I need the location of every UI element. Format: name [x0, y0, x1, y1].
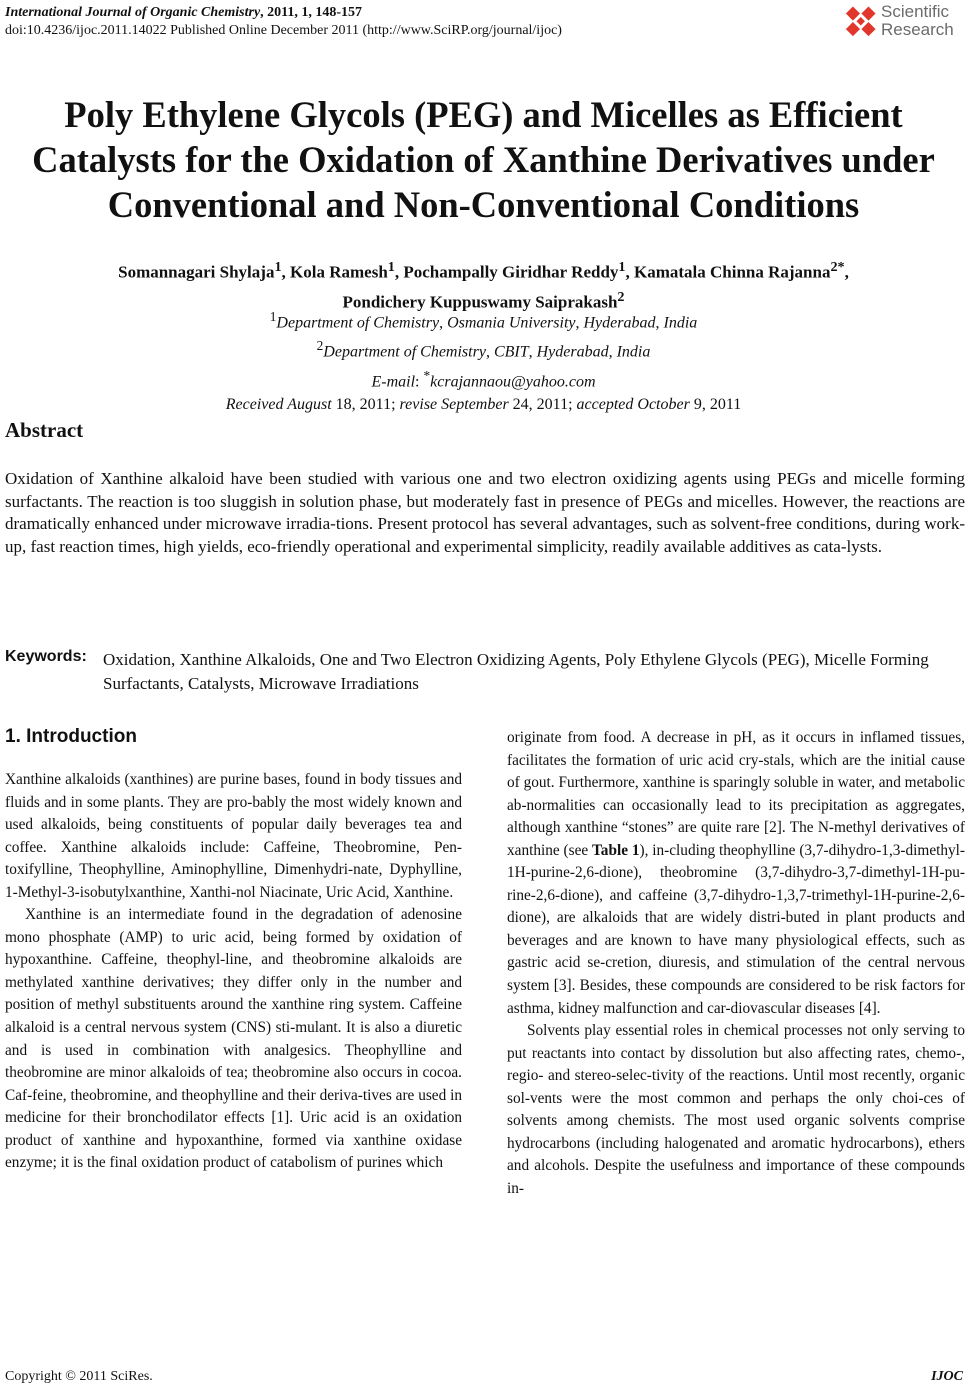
journal-volume: , 2011, 1, 148-157: [260, 5, 363, 20]
accepted-date: 9, 2011: [689, 395, 742, 413]
journal-abbreviation: IJOC: [931, 1369, 963, 1384]
author-name: Pochampally Giridhar Reddy: [403, 262, 619, 282]
journal-citation-line: [5, 4, 562, 22]
dates-line: [0, 393, 967, 416]
author-affiliation-marker: 1: [618, 259, 626, 275]
affiliation-list: [0, 305, 967, 364]
keywords-text: Oxidation, Xanthine Alkaloids, One and Two Electron Oxidizing Agents, Poly Ethylene Glycols (PEG), Micelle Forming Surfactants, Catalysts, Microwave Irradiations: [103, 650, 929, 693]
affiliation-line: $^2$Department of Chemistry, CBIT, Hyderabad, India: [316, 338, 651, 361]
author-separator: ,: [844, 262, 849, 282]
page-footer: [5, 1369, 963, 1385]
email-line: E-mail: *kcrajannaou@yahoo.com: [371, 367, 596, 390]
logo-text: [881, 3, 954, 39]
author-name: Somannagari Shylaja: [118, 262, 275, 282]
accepted-label: accepted October: [576, 395, 690, 413]
received-label: Received August: [225, 395, 332, 413]
author-name: Kamatala Chinna Rajanna: [633, 262, 831, 282]
author-affiliation-marker: 2: [617, 288, 625, 305]
abstract-heading: Abstract: [5, 418, 84, 442]
author-separator: ,: [625, 262, 634, 282]
author-affiliation-marker: 1: [387, 259, 395, 275]
paragraph-3-part-a: originate from food. A decrease in pH, as it occurs in inflamed tissues, facilitates the formation of uric acid cry-stals, which are the initial cause of gout. Furthermore, xanthine is sparingly soluble in water, and metabolic ab-normalities can occasionally lead to its precipitation as aggregates, although xanthine “stones” are quite rare [2]. The N-methyl derivatives of xanthine (see: [507, 729, 965, 859]
paper-title: Poly Ethylene Glycols (PEG) and Micelles as Efficient Catalysts for the Oxidation of Xanthine Derivatives under Conventional and Non-Conventional Conditions: [32, 94, 935, 225]
received-date: 18, 2011;: [331, 395, 400, 413]
author-separator: ,: [394, 262, 404, 282]
abstract-text: Oxidation of Xanthine alkaloid have been studied with various one and two electron oxidizing agents using PEGs and micelle forming surfactants. The reaction is too sluggish in solution phase, but moderately fast in presence of PEGs and micelles. However, the reactions are dramatically enhanced under microwave irradia-tions. Present protocol has several advantages, such as solvent-free conditions, during work-up, fast reaction times, high yields, eco-friendly operational and experimental simplicity, readily available additives as cata-lysts.: [5, 469, 965, 556]
keywords-label: Keywords:: [5, 648, 87, 665]
email-address[interactable]: kcrajannaou@yahoo.com: [430, 372, 596, 390]
intro-paragraph-3: [507, 727, 965, 1020]
intro-paragraph-1: Xanthine alkaloids (xanthines) are purine bases, found in body tissues and fluids and in some plants. They are pro-bably the most widely known and used alkaloids, being constituents of popular daily beverages tea and coffee. Xanthine alkaloids include: Caffeine, Theobromine, Pen-toxifylline, Theophylline, Aminophylline, Dimenhydri-nate, Dyphylline, 1-Methyl-3-isobutylxanthine, Xanthi-nol Niacinate, Uric Acid, Xanthine.: [5, 771, 462, 901]
introduction-heading: 1. Introduction: [5, 726, 137, 747]
revised-date: 24, 2011;: [508, 395, 577, 413]
intro-paragraph-4: Solvents play essential roles in chemical processes not only serving to put reactants into contact by dissolution but also affecting rates, chemo-, regio- and stereo-selec-tivity of the reactions. Until most recently, organic sol-vents were the most common and perhaps the only choi-ces of solvents among chemists. The most used organic solvents comprise hydrocarbons (including halogenated and aromatic hydrocarbons), ethers and alcohols. Despite the usefulness and importance of these compounds in-: [507, 1022, 965, 1197]
table-1-reference[interactable]: Table 1: [592, 841, 640, 859]
affiliation-line: $^1$Department of Chemistry, Osmania University, Hyderabad, India: [269, 309, 698, 332]
author-name: Kola Ramesh: [290, 262, 388, 282]
author-affiliation-marker: 2*: [830, 259, 845, 275]
author-name: Pondichery Kuppuswamy Saiprakash: [342, 292, 618, 312]
scirp-logo-icon: [843, 4, 877, 40]
copyright-text: Copyright © 2011 SciRes.: [5, 1369, 153, 1384]
author-affiliation-marker: 1: [274, 259, 282, 275]
journal-header: [5, 4, 562, 40]
scientific-research-logo: [841, 2, 961, 44]
left-column: [5, 769, 462, 1175]
logo-text-line-2: Research: [881, 20, 954, 39]
right-column: [507, 727, 965, 1200]
email-label: E-mail: [371, 372, 416, 390]
author-separator: ,: [281, 262, 291, 282]
intro-paragraph-2: Xanthine is an intermediate found in the degradation of adenosine mono phosphate (AMP) to uric acid, being formed by oxidation of hypoxanthine. Caffeine, theophyl-line, and theobromine alkaloids are methylated xanthine derivatives; they differ only in the number and position of methyl substituents around the xanthine ring system. Caffeine alkaloid is a central nervous system (CNS) sti-mulant. It is also a diuretic and is used in combination with analgesics. Theophylline and theobromine are minor alkaloids of tea; theobromine also occurs in cocoa. Caf-feine, theobromine, and theophylline and their deriva-tives are used in medicine for their bronchodilator effects [1]. Uric acid is an oxidation product of xanthine and hypoxanthine, formed via xanthine oxidase enzyme; it is the final oxidation product of catabolism of purines which: [5, 906, 462, 1172]
paragraph-3-part-b: ), in-cluding theophylline (3,7-dihydro-1,3-dimethyl-1H-purine-2,6-dione), theobromine (3,7-dihydro-3,7-dimethyl-1H-pu-rine-2,6-dione), and caffeine (3,7-dihydro-1,3,7-trimethyl-1H-purine-2,6-dione), are alkaloids that are widely distri-buted in plant products and beverages and are known to have many physiological effects, such as gastric acid se-cretion, diuresis, and stimulation of the central nervous system [3]. Besides, these compounds are considered to be risk factors for asthma, kidney malfunction and car-diovascular diseases [4].: [507, 841, 965, 1017]
affiliations: [0, 305, 967, 416]
revised-label: revise September: [399, 395, 509, 413]
doi-line: doi:10.4236/ijoc.2011.14022 Published Online December 2011 (http://www.SciRP.org/journal/ijoc): [5, 23, 562, 38]
journal-name: International Journal of Organic Chemistry: [5, 5, 261, 20]
logo-text-line-1: Scientific: [881, 2, 950, 21]
